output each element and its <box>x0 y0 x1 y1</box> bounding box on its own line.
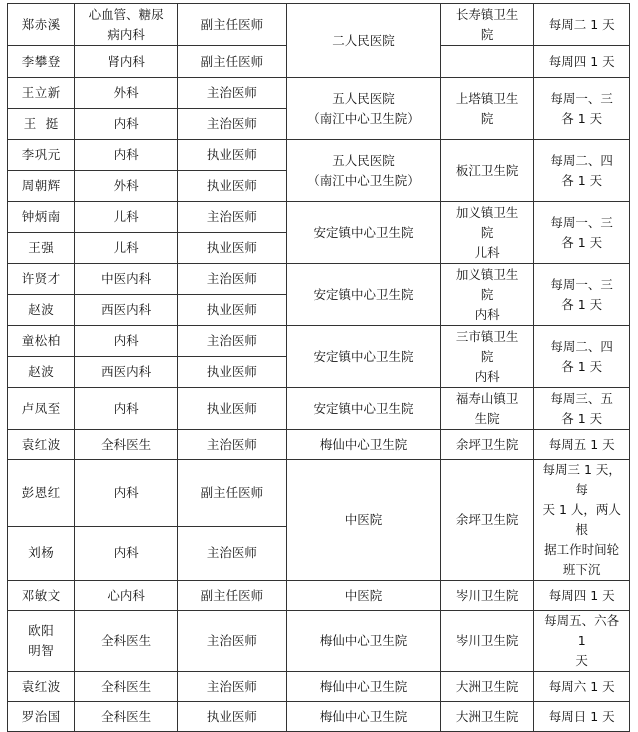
target-clinic: 大洲卫生院 <box>441 672 534 702</box>
table-row <box>8 430 630 460</box>
title: 主治医师 <box>177 526 286 580</box>
schedule: 每周日 1 天 <box>534 702 630 732</box>
target-clinic: 余坪卫生院 <box>441 430 534 460</box>
schedule: 每周二、四 各 1 天 <box>534 326 630 388</box>
department: 中医内科 <box>75 264 177 295</box>
department: 内科 <box>75 526 177 580</box>
schedule: 每周三、五 各 1 天 <box>534 388 630 430</box>
doctor-name: 钟炳南 <box>8 202 75 233</box>
target-clinic: 余坪卫生院 <box>441 460 534 581</box>
title: 主治医师 <box>177 430 286 460</box>
doctor-name: 刘杨 <box>8 526 75 580</box>
title: 执业医师 <box>177 140 286 171</box>
department: 全科医生 <box>75 430 177 460</box>
title: 执业医师 <box>177 702 286 732</box>
department: 肾内科 <box>75 46 177 78</box>
schedule: 每周三 1 天，每 天 1 人，两人根 据工作时间轮 班下沉 <box>534 460 630 581</box>
source-hospital: 梅仙中心卫生院 <box>286 672 440 702</box>
source-hospital: 二人民医院 <box>286 4 440 78</box>
target-clinic: 长寿镇卫生 院 <box>441 4 534 46</box>
department: 全科医生 <box>75 672 177 702</box>
department: 儿科 <box>75 202 177 233</box>
schedule: 每周一、三 各 1 天 <box>534 202 630 264</box>
title: 执业医师 <box>177 295 286 326</box>
title: 主治医师 <box>177 611 286 672</box>
doctor-name: 郑赤溪 <box>8 4 75 46</box>
table-row <box>8 264 630 295</box>
schedule: 每周六 1 天 <box>534 672 630 702</box>
schedule: 每周二、四 各 1 天 <box>534 140 630 202</box>
title: 执业医师 <box>177 171 286 202</box>
department: 西医内科 <box>75 357 177 388</box>
doctor-name: 赵波 <box>8 357 75 388</box>
table-row <box>8 140 630 171</box>
table-row <box>8 78 630 109</box>
doctor-name: 童松柏 <box>8 326 75 357</box>
doctor-name: 周朝辉 <box>8 171 75 202</box>
table-row <box>8 672 630 702</box>
doctor-name: 王 挺 <box>8 109 75 140</box>
source-hospital: 安定镇中心卫生院 <box>286 388 440 430</box>
target-clinic: 上塔镇卫生 院 <box>441 78 534 140</box>
title: 主治医师 <box>177 202 286 233</box>
department: 外科 <box>75 171 177 202</box>
department: 全科医生 <box>75 702 177 732</box>
title: 执业医师 <box>177 388 286 430</box>
schedule: 每周一、三 各 1 天 <box>534 264 630 326</box>
schedule: 每周一、三 各 1 天 <box>534 78 630 140</box>
table-row <box>8 326 630 357</box>
schedule: 每周二 1 天 <box>534 4 630 46</box>
doctor-name: 彭恩红 <box>8 460 75 527</box>
source-hospital: 中医院 <box>286 460 440 581</box>
department: 西医内科 <box>75 295 177 326</box>
target-clinic: 岑川卫生院 <box>441 581 534 611</box>
target-clinic: 大洲卫生院 <box>441 702 534 732</box>
source-hospital: 梅仙中心卫生院 <box>286 430 440 460</box>
title: 副主任医师 <box>177 581 286 611</box>
doctor-name: 许贤才 <box>8 264 75 295</box>
table-row <box>8 4 630 46</box>
title: 主治医师 <box>177 672 286 702</box>
doctor-name: 欧阳 明智 <box>8 611 75 672</box>
table-row <box>8 202 630 233</box>
source-hospital: 梅仙中心卫生院 <box>286 611 440 672</box>
title: 主治医师 <box>177 264 286 295</box>
doctor-name: 袁红波 <box>8 430 75 460</box>
department: 内科 <box>75 326 177 357</box>
department: 心血管、糖尿 病内科 <box>75 4 177 46</box>
title: 副主任医师 <box>177 46 286 78</box>
doctor-name: 李巩元 <box>8 140 75 171</box>
table-row <box>8 460 630 527</box>
doctor-schedule-table <box>7 3 630 732</box>
doctor-name: 王立新 <box>8 78 75 109</box>
schedule: 每周五、六各 1 天 <box>534 611 630 672</box>
source-hospital: 五人民医院 （南江中心卫生院） <box>286 78 440 140</box>
title: 主治医师 <box>177 326 286 357</box>
target-clinic <box>441 46 534 78</box>
department: 内科 <box>75 140 177 171</box>
department: 内科 <box>75 460 177 527</box>
title: 执业医师 <box>177 357 286 388</box>
title: 主治医师 <box>177 78 286 109</box>
target-clinic: 板江卫生院 <box>441 140 534 202</box>
source-hospital: 安定镇中心卫生院 <box>286 202 440 264</box>
target-clinic: 三市镇卫生 院 内科 <box>441 326 534 388</box>
table-row <box>8 581 630 611</box>
title: 副主任医师 <box>177 460 286 527</box>
table-row <box>8 388 630 430</box>
source-hospital: 中医院 <box>286 581 440 611</box>
department: 全科医生 <box>75 611 177 672</box>
source-hospital: 五人民医院 （南江中心卫生院） <box>286 140 440 202</box>
table-row <box>8 702 630 732</box>
source-hospital: 安定镇中心卫生院 <box>286 264 440 326</box>
source-hospital: 安定镇中心卫生院 <box>286 326 440 388</box>
doctor-name: 赵波 <box>8 295 75 326</box>
table-row <box>8 611 630 672</box>
department: 内科 <box>75 109 177 140</box>
doctor-name: 袁红波 <box>8 672 75 702</box>
schedule: 每周四 1 天 <box>534 581 630 611</box>
source-hospital: 梅仙中心卫生院 <box>286 702 440 732</box>
schedule: 每周四 1 天 <box>534 46 630 78</box>
department: 内科 <box>75 388 177 430</box>
title: 副主任医师 <box>177 4 286 46</box>
schedule: 每周五 1 天 <box>534 430 630 460</box>
target-clinic: 加义镇卫生 院 儿科 <box>441 202 534 264</box>
doctor-name: 邓敏文 <box>8 581 75 611</box>
target-clinic: 福寿山镇卫 生院 <box>441 388 534 430</box>
doctor-name: 王强 <box>8 233 75 264</box>
target-clinic: 岑川卫生院 <box>441 611 534 672</box>
department: 心内科 <box>75 581 177 611</box>
department: 儿科 <box>75 233 177 264</box>
title: 执业医师 <box>177 233 286 264</box>
doctor-name: 卢凤至 <box>8 388 75 430</box>
doctor-name: 李攀登 <box>8 46 75 78</box>
target-clinic: 加义镇卫生 院 内科 <box>441 264 534 326</box>
doctor-name: 罗治国 <box>8 702 75 732</box>
department: 外科 <box>75 78 177 109</box>
title: 主治医师 <box>177 109 286 140</box>
